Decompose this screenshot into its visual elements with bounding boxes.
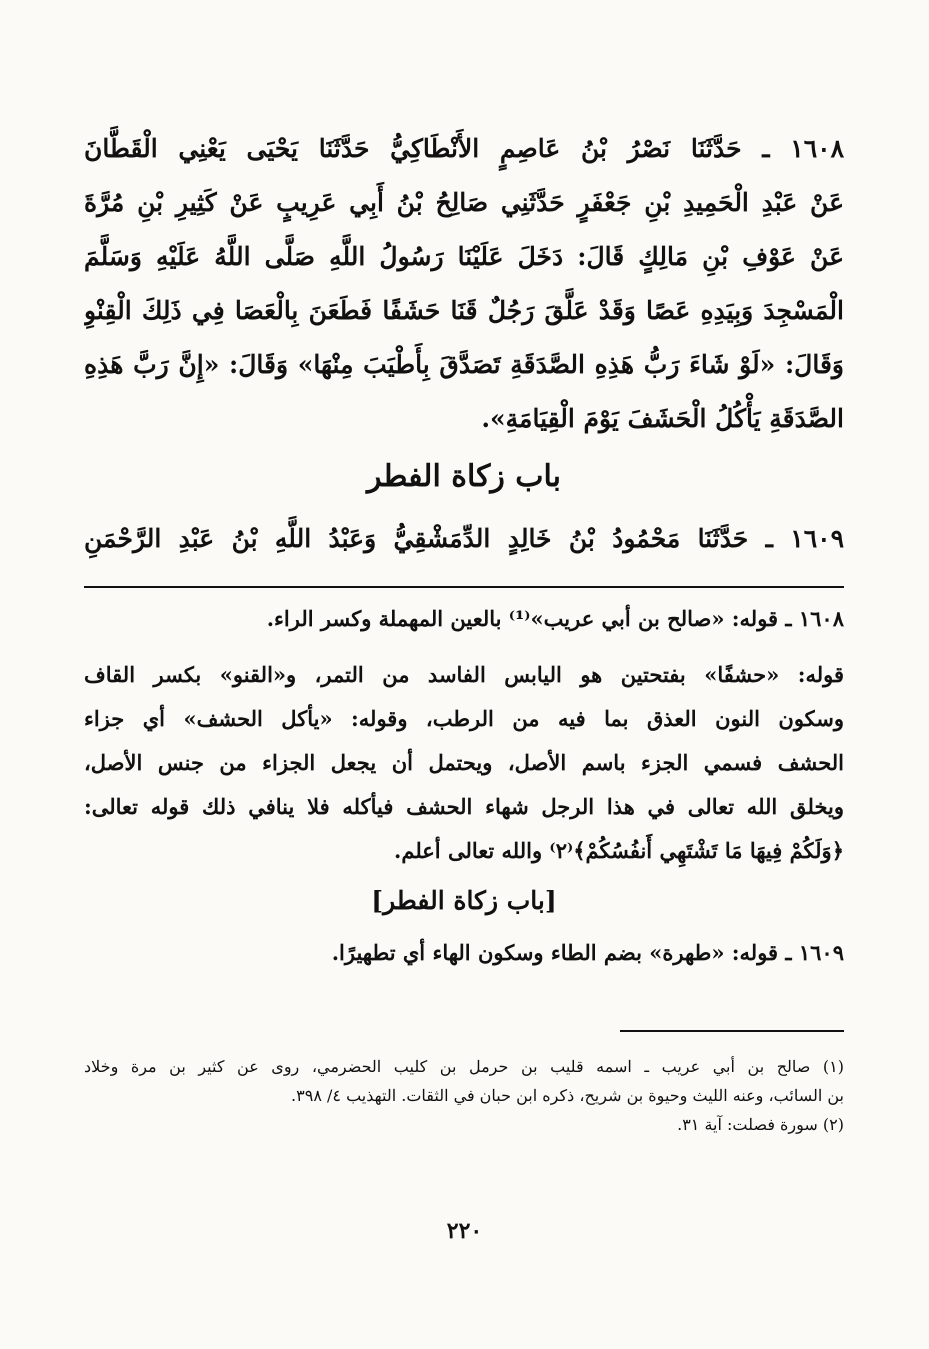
footnote-line: بن السائب، وعنه الليث وحيوة بن شريح، ذكره ابن حبان في الثقات. التهذيب ٤/ ٣٩٨. bbox=[291, 1086, 844, 1105]
separator-rule bbox=[84, 586, 844, 588]
commentary-line: الحشف فسمي الجزء باسم الأصل، ويحتمل أن يجعل الجزاء من جنس الأصل، bbox=[84, 750, 844, 775]
hadith-line: ١٦٠٩ ـ حَدَّثَنَا مَحْمُودُ بْنُ خَالِدٍ الدِّمَشْقِيُّ وَعَبْدُ اللَّهِ بْنُ عَبْدِ الرَّحْمَنِ bbox=[84, 524, 844, 553]
hadith-line: عَنْ عَبْدِ الْحَمِيدِ بْنِ جَعْفَرٍ حَدَّثَنِي صَالِحُ بْنُ أَبِي عَرِيبٍ عَنْ كَثِيرِ بْنِ مُرَّةَ bbox=[84, 188, 844, 217]
page-number: ٢٢٠ bbox=[446, 1218, 483, 1244]
hadith-line: وَقَالَ: «لَوْ شَاءَ رَبُّ هَذِهِ الصَّدَقَةِ تَصَدَّقَ بِأَطْيَبَ مِنْهَا» وَقَالَ: «إِنَّ رَبَّ هَذِهِ bbox=[84, 350, 844, 379]
footnote-line: (٢) سورة فصلت: آية ٣١. bbox=[677, 1115, 844, 1134]
chapter-heading: باب زكاة الفطر bbox=[366, 459, 562, 494]
hadith-line: الصَّدَقَةِ يَأْكُلُ الْحَشَفَ يَوْمَ الْقِيَامَةِ». bbox=[481, 404, 844, 433]
footnote-line: (١) صالح بن أبي عريب ـ اسمه قليب بن حرمل بن كليب الحضرمي، روى عن كثير بن مرة وخلاد bbox=[84, 1057, 844, 1076]
commentary-block bbox=[84, 597, 844, 975]
hadith-line: ١٦٠٨ ـ حَدَّثَنَا نَصْرُ بْنُ عَاصِمٍ الأَنْطَاكِيُّ حَدَّثَنَا يَحْيَى يَعْنِي الْقَطَّانَ bbox=[84, 134, 844, 163]
hadith-text bbox=[84, 122, 844, 566]
footnote-rule bbox=[620, 1030, 844, 1032]
commentary-line: ١٦٠٨ ـ قوله: «صالح بن أبي عريب»⁽¹⁾ بالعين المهملة وكسر الراء. bbox=[266, 606, 844, 631]
commentary-line: ١٦٠٩ ـ قوله: «طهرة» بضم الطاء وسكون الهاء أي تطهيرًا. bbox=[331, 940, 844, 965]
commentary-line: ﴿وَلَكُمْ فِيهَا مَا تَشْتَهِي أَنفُسُكُمْ﴾⁽٢⁾ والله تعالى أعلم. bbox=[394, 838, 844, 863]
hadith-line: عَنْ عَوْفِ بْنِ مَالِكٍ قَالَ: دَخَلَ عَلَيْنَا رَسُولُ اللَّهِ صَلَّى اللَّهُ عَلَيْهِ وَسَلَّمَ bbox=[84, 242, 844, 271]
commentary-line: وسكون النون العذق بما فيه من الرطب، وقوله: «يأكل الحشف» أي جزاء bbox=[84, 706, 844, 731]
commentary-line: ويخلق الله تعالى في هذا الرجل شهاء الحشف فيأكله فلا ينافي ذلك قوله تعالى: bbox=[84, 794, 844, 819]
hadith-line: الْمَسْجِدَ وَبِيَدِهِ عَصًا وَقَدْ عَلَّقَ رَجُلٌ قَنَا حَشَفًا فَطَعَنَ بِالْعَصَا فِي ذَلِكَ الْقِنْوِ bbox=[84, 296, 844, 325]
commentary-line: قوله: «حشفًا» بفتحتين هو اليابس الفاسد من التمر، و«القنو» بكسر القاف bbox=[84, 662, 844, 687]
footnotes-block bbox=[84, 1052, 844, 1139]
commentary-chapter-heading: [باب زكاة الفطر] bbox=[371, 886, 557, 915]
